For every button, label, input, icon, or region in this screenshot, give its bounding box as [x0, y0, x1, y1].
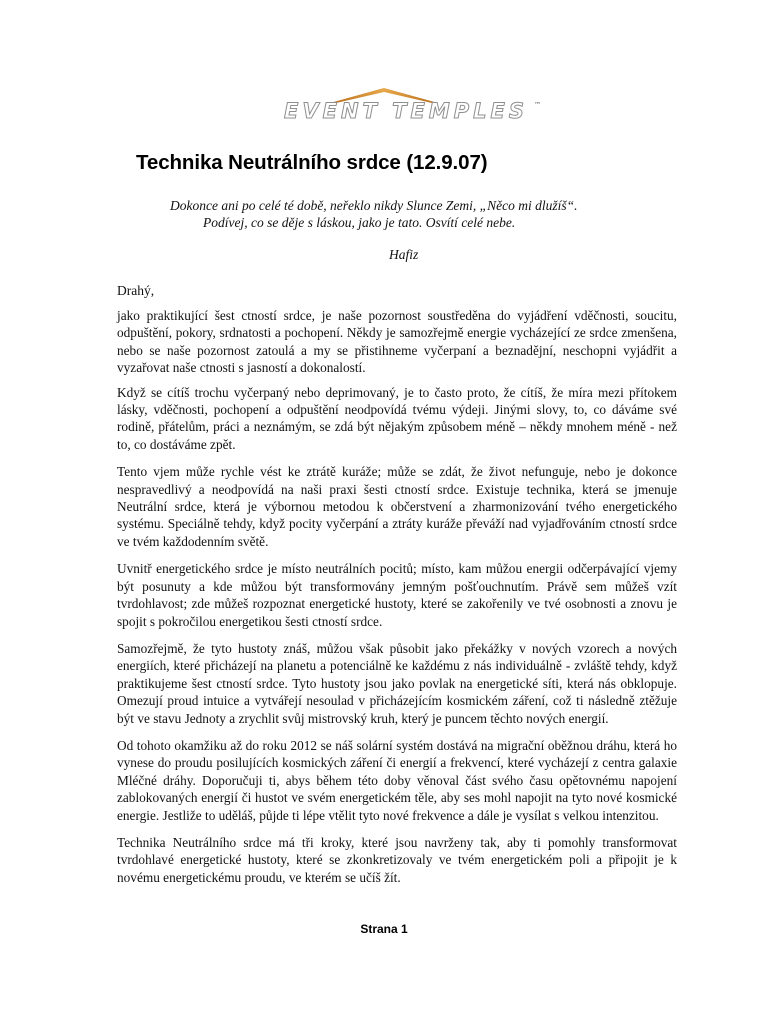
page-number: Strana 1 — [360, 922, 408, 936]
logo-text: EVENT TEMPLES — [284, 99, 528, 123]
paragraph: Od tohoto okamžiku až do roku 2012 se náš solární systém dostává na migrační oběžnou dráhu, která ho vynese do proudu posilujících kosmických záření či energií a frekvencí, které vycházejí z centra galaxie Mléčné dráhy. Doporučuji ti, abys během této doby věnoval část svého času opětovnému napojení zablokovaných energií či hustot ve svém energetickém těle, aby ses mohl napojit na tyto nové kosmické energie. Jestliže to uděláš, půjde ti lépe vtělit tyto nové frekvence a dále je vysílat s velkou intenzitou. — [117, 737, 677, 823]
quote-line-2: Podívej, co se děje s láskou, jako je tato. Osvítí celé nebe. — [203, 215, 516, 230]
paragraph: Tento vjem může rychle vést ke ztrátě kuráže; může se zdát, že život nefunguje, nebo je dokonce nespravedlivý a neodpovídá na naši praxi šesti ctností srdce. Existuje technika, která se jmenuje Neutrální srdce, která je výbornou metodou k občerstvení a zharmonizování tvého energetického systému. Speciálně tehdy, když pocity vyčerpání a ztráty kuráže převáží nad vyjadřováním ctností srdce ve tvém každodenním světě. — [117, 464, 677, 549]
paragraph: Uvnitř energetického srdce je místo neutrálních pocitů; místo, kam můžou energii odčerpávající vjemy být posunuty a kde můžou být transformovány jemným pošťouchnutím. Právě sem můžeš vzít tvrdohlavost; zde můžeš rozpoznat energetické hustoty, které se zakořenily ve tvé osobnosti a znovu je spojit s pokročilou energetikou šesti ctností srdce. — [117, 561, 677, 629]
document-title: Technika Neutrálního srdce (12.9.07) — [136, 151, 488, 174]
paragraph: jako praktikující šest ctností srdce, je naše pozornost soustředěna do vyjádření vděčnosti, soucitu, odpuštění, pokory, srdnatosti a pochopení. Někdy je samozřejmě energie vycházející ze srdce zmenšena, nebo se naše pozornost zatoulá a my se přistihneme vyčerpaní a beznadějní, neschopni vyjádřit a vyzařovat naše ctnosti s jasností a dokonalostí. — [117, 308, 677, 376]
paragraph: Technika Neutrálního srdce má tři kroky, které jsou navrženy tak, aby ti pomohly transformovat tvrdohlavé energetické hustoty, které se zkonkretizovaly ve tvém energetickém poli a připojit je k novému energetickému proudu, ve kterém se učíš žít. — [117, 834, 677, 885]
epigraph-quote — [160, 197, 660, 231]
body-text — [117, 307, 677, 896]
paragraph: Samozřejmě, že tyto hustoty znáš, můžou však působit jako překážky v nových vzorech a nových energiích, které přicházejí na planetu a potenciálně ke každému z nás individuálně - zvláště tehdy, když praktikujeme šest ctností srdce. Tyto hustoty jsou jako povlak na energetické síti, která nás obklopuje. Omezují proud intuice a vytvářejí nesoulad v přicházejícím kosmickém záření, což ti následně ztěžuje být ve stavu Jednoty a zrychlit svůj mistrovský kruh, který je puncem těchto nových energií. — [117, 640, 677, 726]
quote-author: Hafiz — [389, 247, 419, 262]
event-temples-logo — [272, 86, 540, 126]
quote-line-1: Dokonce ani po celé té době, neřeklo nikdy Slunce Zemi, „Něco mi dlužíš“. — [170, 198, 578, 213]
salutation: Drahý, — [117, 283, 155, 298]
trademark-mark: ™ — [534, 101, 541, 109]
paragraph: Když se cítíš trochu vyčerpaný nebo deprimovaný, je to často proto, že cítíš, že míra mezi přítokem lásky, vděčnosti, pochopení a odpuštění neodpovídá tvému výdeji. Jinými slovy, to, co dáváme své rodině, přátelům, práci a neznámým, se zdá být nějakým způsobem méně – někdy mnohem méně - než to, co dostáváme zpět. — [117, 384, 677, 452]
